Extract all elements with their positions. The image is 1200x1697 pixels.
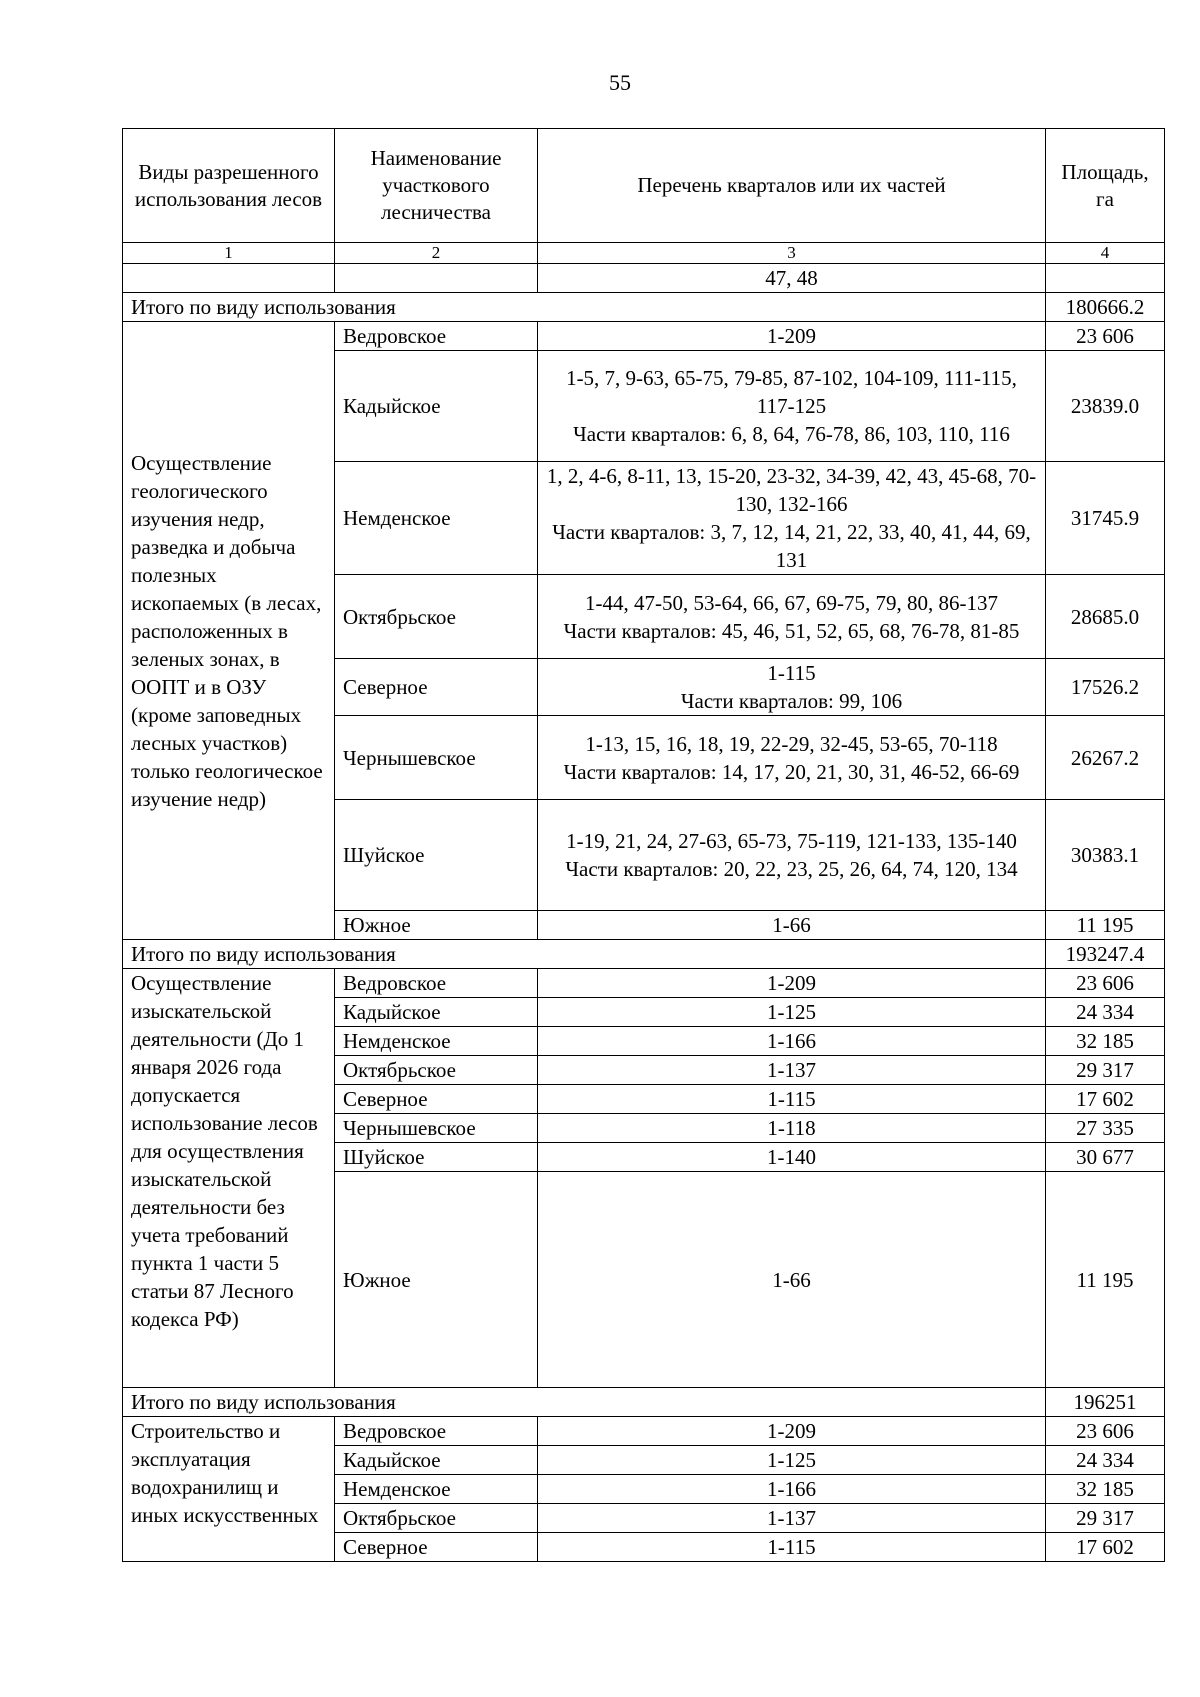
quarters-list (538, 800, 1046, 911)
forestry-name: Немденское (335, 1027, 538, 1056)
area-value: 29 317 (1046, 1504, 1165, 1533)
quarters-full: 1-66 (772, 913, 811, 937)
area-value: 27 335 (1046, 1114, 1165, 1143)
area-value: 24 334 (1046, 998, 1165, 1027)
forestry-name: Ведровское (335, 1417, 538, 1446)
quarters-full: 1-13, 15, 16, 18, 19, 22-29, 32-45, 53-65, 70-118 (585, 731, 998, 756)
total-row (123, 1388, 1165, 1417)
column-number: 1 (123, 243, 335, 264)
total-row (123, 940, 1165, 969)
quarters-partial: Части кварталов: 45, 46, 51, 52, 65, 68, 76-78, 81-85 (563, 618, 1020, 643)
quarters-full: 1-209 (767, 324, 816, 348)
quarters-list (538, 351, 1046, 462)
forestry-name: Северное (335, 659, 538, 716)
area-value: 17 602 (1046, 1533, 1165, 1562)
forestry-name: Октябрьское (335, 575, 538, 659)
quarters-list: 1-209 (538, 1417, 1046, 1446)
column-number: 4 (1046, 243, 1165, 264)
forestry-name: Немденское (335, 462, 538, 575)
quarters-list: 1-137 (538, 1056, 1046, 1085)
quarters-list (538, 659, 1046, 716)
total-value: 196251 (1046, 1388, 1165, 1417)
quarters-list: 1-118 (538, 1114, 1046, 1143)
forestry-name: Октябрьское (335, 1056, 538, 1085)
forestry-name: Кадыйское (335, 998, 538, 1027)
quarters-full: 1-19, 21, 24, 27-63, 65-73, 75-119, 121-133, 135-140 (566, 829, 1017, 853)
area-value: 29 317 (1046, 1056, 1165, 1085)
use-type-reservoirs: Строительство и эксплуатация водохранилищ и иных искусственных (123, 1417, 335, 1562)
area-value: 31745.9 (1046, 462, 1165, 575)
forestry-name: Октябрьское (335, 1504, 538, 1533)
forest-use-table (122, 128, 1165, 1562)
forestry-name: Ведровское (335, 969, 538, 998)
forestry-name: Чернышевское (335, 1114, 538, 1143)
table-row (123, 1417, 1165, 1446)
area-value: 23 606 (1046, 322, 1165, 351)
quarters-list: 1-115 (538, 1085, 1046, 1114)
area-value: 28685.0 (1046, 575, 1165, 659)
area-value: 11 195 (1046, 911, 1165, 940)
quarters-list: 1-137 (538, 1504, 1046, 1533)
area-value: 24 334 (1046, 1446, 1165, 1475)
area-value: 30 677 (1046, 1143, 1165, 1172)
forestry-name: Ведровское (335, 322, 538, 351)
quarters-list: 1-140 (538, 1143, 1046, 1172)
use-type-geology: Осуществление геологического изучения недр, разведка и добыча полезных ископаемых (в лесах, расположенных в зеленых зонах, в ООПТ и в ОЗУ (кроме заповедных лесных участков) только геологическое изучение недр) (123, 322, 335, 940)
use-type-survey: Осуществление изыскательской деятельности (До 1 января 2026 года допускается использование лесов для осуществления изыскательской деятельности без учета требований пункта 1 части 5 статьи 87 Лесного кодекса РФ) (123, 969, 335, 1388)
quarters-full: 1-44, 47-50, 53-64, 66, 67, 69-75, 79, 80, 86-137 (585, 590, 998, 615)
total-value: 180666.2 (1046, 293, 1165, 322)
total-label: Итого по виду использования (123, 1388, 1046, 1417)
quarters-list (538, 462, 1046, 575)
quarters-list: 1-125 (538, 998, 1046, 1027)
quarters-full: 1-115 (767, 661, 816, 685)
forestry-name: Кадыйское (335, 351, 538, 462)
header-quarters-list: Перечень кварталов или их частей (538, 129, 1046, 243)
area-value: 32 185 (1046, 1475, 1165, 1504)
table-body (123, 264, 1165, 1562)
quarters-list (538, 575, 1046, 659)
header-area: Площадь, га (1046, 129, 1165, 243)
forestry-name: Шуйское (335, 800, 538, 911)
area-value: 17526.2 (1046, 659, 1165, 716)
quarters-partial: Части кварталов: 20, 22, 23, 25, 26, 64, 74, 120, 134 (565, 857, 1018, 881)
forestry-name (335, 264, 538, 293)
area-value: 23 606 (1046, 1417, 1165, 1446)
quarters-list (538, 716, 1046, 800)
forestry-name: Северное (335, 1085, 538, 1114)
quarters-list: 1-125 (538, 1446, 1046, 1475)
total-row (123, 293, 1165, 322)
area-value: 32 185 (1046, 1027, 1165, 1056)
total-value: 193247.4 (1046, 940, 1165, 969)
header-use-type: Виды разрешенного использования лесов (123, 129, 335, 243)
area-value: 30383.1 (1046, 800, 1165, 911)
quarters-list: 1-166 (538, 1027, 1046, 1056)
quarters-list (538, 322, 1046, 351)
column-number: 2 (335, 243, 538, 264)
column-number: 3 (538, 243, 1046, 264)
forestry-name: Шуйское (335, 1143, 538, 1172)
table-row (123, 322, 1165, 351)
area-value: 26267.2 (1046, 716, 1165, 800)
total-label: Итого по виду использования (123, 293, 1046, 322)
page-number: 55 (609, 70, 631, 95)
quarters-full: 1, 2, 4-6, 8-11, 13, 15-20, 23-32, 34-39, 42, 43, 45-68, 70-130, 132-166 (546, 464, 1037, 516)
area-value: 23839.0 (1046, 351, 1165, 462)
quarters-partial: Части кварталов: 6, 8, 64, 76-78, 86, 103, 110, 116 (573, 422, 1010, 446)
quarters-list: 1-115 (538, 1533, 1046, 1562)
total-label: Итого по виду использования (123, 940, 1046, 969)
forestry-name: Южное (335, 1172, 538, 1388)
forestry-name: Южное (335, 911, 538, 940)
area-value: 17 602 (1046, 1085, 1165, 1114)
quarters-list: 1-209 (538, 969, 1046, 998)
area-value: 11 195 (1046, 1172, 1165, 1388)
quarters-partial: Части кварталов: 3, 7, 12, 14, 21, 22, 33, 40, 41, 44, 69, 131 (552, 520, 1031, 572)
table-row (123, 264, 1165, 293)
quarters-partial: Части кварталов: 99, 106 (680, 689, 903, 713)
area-value: 23 606 (1046, 969, 1165, 998)
forestry-name: Северное (335, 1533, 538, 1562)
quarters-list: 47, 48 (538, 264, 1046, 293)
column-number-row (123, 243, 1165, 264)
header-forestry-name: Наименование участкового лесничества (335, 129, 538, 243)
quarters-list: 1-66 (538, 1172, 1046, 1388)
forestry-name: Кадыйское (335, 1446, 538, 1475)
quarters-list: 1-166 (538, 1475, 1046, 1504)
forestry-name: Немденское (335, 1475, 538, 1504)
header-row (123, 129, 1165, 243)
area-value (1046, 264, 1165, 293)
forestry-name: Чернышевское (335, 716, 538, 800)
quarters-list (538, 911, 1046, 940)
quarters-full: 1-5, 7, 9-63, 65-75, 79-85, 87-102, 104-109, 111-115, 117-125 (566, 366, 1017, 418)
quarters-partial: Части кварталов: 14, 17, 20, 21, 30, 31, 46-52, 66-69 (563, 759, 1020, 784)
table-row (123, 969, 1165, 998)
use-type-cell (123, 264, 335, 293)
